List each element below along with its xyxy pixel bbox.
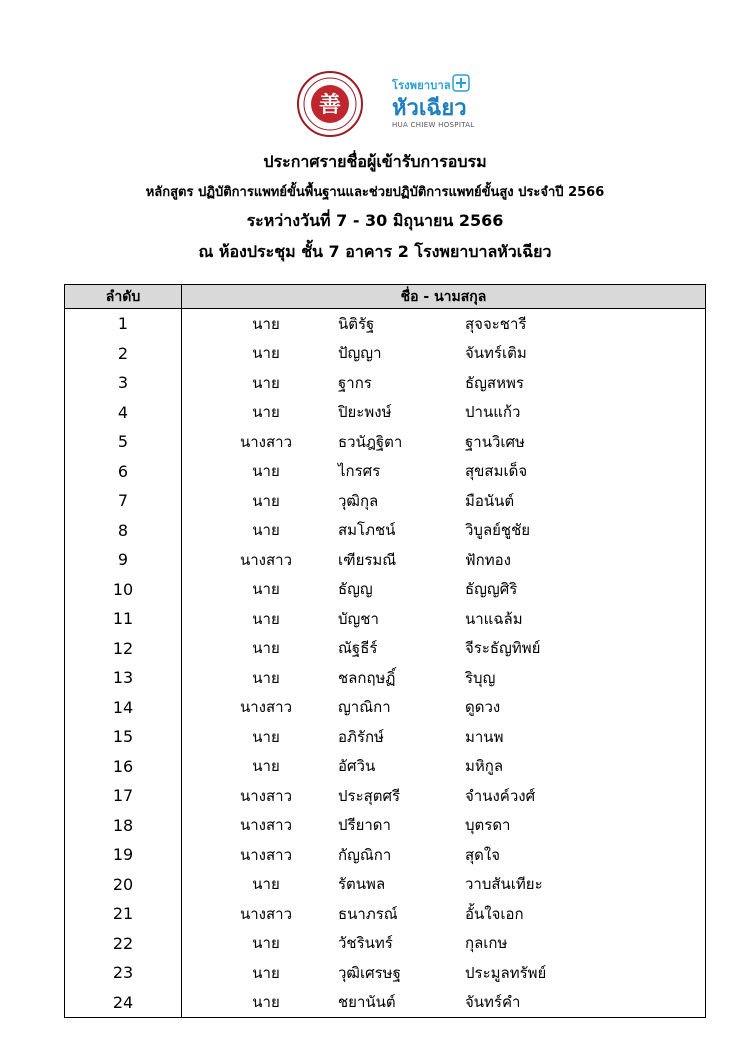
row-last-name: จำนงค์วงศ์ [465, 786, 536, 805]
row-name-cell [182, 811, 706, 841]
row-last-name: จีระธัญทิพย์ [465, 639, 541, 658]
row-last-name: มหิกูล [465, 757, 504, 776]
row-first-name: สมโภชน์ [338, 521, 396, 540]
row-number: 12 [65, 634, 182, 664]
row-title: นาย [252, 993, 280, 1012]
table-row [65, 781, 706, 811]
row-first-name: วุฒิเศรษฐ [338, 963, 401, 982]
row-first-name: บัญชา [338, 609, 379, 628]
row-first-name: ฐากร [338, 373, 372, 392]
row-title: นาย [252, 875, 280, 894]
row-number: 23 [65, 958, 182, 988]
row-last-name: บุตรดา [465, 816, 511, 835]
table-row [65, 870, 706, 900]
table-row [65, 545, 706, 575]
row-first-name: ธัญญ [338, 580, 373, 599]
row-name-cell [182, 368, 706, 398]
row-first-name: ธวนัฎฐิตา [338, 432, 403, 451]
hospital-logo-name: หัวเฉียว [392, 96, 467, 121]
row-last-name: ปานแก้ว [465, 403, 521, 422]
table-row [65, 368, 706, 398]
row-title: นาย [252, 403, 280, 422]
table-header-row [65, 285, 706, 309]
row-name-cell [182, 663, 706, 693]
row-first-name: รัตนพล [338, 875, 386, 894]
row-name-cell [182, 486, 706, 516]
row-first-name: ปิยะพงษ์ [338, 403, 392, 422]
row-name-cell [182, 604, 706, 634]
row-last-name: อั้นใจเอก [465, 904, 524, 923]
row-title: นาย [252, 314, 280, 333]
row-first-name: ณัฐธีร์ [338, 639, 378, 658]
row-name-cell [182, 575, 706, 605]
row-name-cell [182, 781, 706, 811]
row-title: นางสาว [239, 432, 292, 451]
table-row [65, 693, 706, 723]
row-last-name: ดูดวง [465, 698, 501, 717]
table-row [65, 486, 706, 516]
row-number: 1 [65, 309, 182, 339]
table-row [65, 634, 706, 664]
row-first-name: อัศวิน [338, 757, 376, 776]
row-first-name: ชลกฤษฏิ์ [338, 668, 396, 687]
row-number: 21 [65, 899, 182, 929]
row-number: 5 [65, 427, 182, 457]
row-last-name: วิบูลย์ชูชัย [465, 521, 531, 540]
row-title: นาย [252, 521, 280, 540]
row-title: นาย [252, 491, 280, 510]
row-last-name: ธัญญศิริ [465, 580, 518, 599]
row-title: นาย [252, 934, 280, 953]
logo-area [0, 70, 750, 140]
row-name-cell [182, 339, 706, 369]
row-name-cell [182, 722, 706, 752]
row-title: นาย [252, 462, 280, 481]
row-last-name: สุขสมเด็จ [465, 462, 528, 481]
table-row [65, 309, 706, 339]
hospital-logo [388, 74, 498, 134]
row-number: 4 [65, 398, 182, 428]
table-row [65, 427, 706, 457]
row-title: นาย [252, 373, 280, 392]
column-header-no: ลำดับ [65, 285, 182, 309]
row-name-cell [182, 398, 706, 428]
foundation-seal-logo [296, 70, 364, 138]
table-row [65, 339, 706, 369]
row-last-name: ธัญสหพร [465, 373, 524, 392]
row-first-name: ญาณิกา [338, 698, 391, 717]
row-name-cell [182, 457, 706, 487]
row-last-name: นาแฉล้ม [465, 609, 523, 628]
row-last-name: มานพ [465, 727, 504, 746]
row-name-cell [182, 988, 706, 1018]
date-range: ระหว่างวันที่ 7 - 30 มิถุนายน 2566 [246, 211, 504, 230]
hospital-logo-en: HUA CHIEW HOSPITAL [392, 121, 475, 129]
announcement-title: ประกาศรายชื่อผู้เข้ารับการอบรม [263, 152, 487, 171]
table-row [65, 722, 706, 752]
participant-table [64, 284, 706, 1018]
row-first-name: วัชรินทร์ [338, 934, 393, 953]
row-number: 8 [65, 516, 182, 546]
row-name-cell [182, 752, 706, 782]
row-first-name: ชยานันต์ [338, 993, 396, 1012]
row-title: นาย [252, 609, 280, 628]
row-name-cell [182, 545, 706, 575]
row-title: นาย [252, 963, 280, 982]
row-last-name: ฟักทอง [465, 550, 511, 569]
row-number: 15 [65, 722, 182, 752]
row-number: 22 [65, 929, 182, 959]
row-name-cell [182, 634, 706, 664]
table-row [65, 840, 706, 870]
row-number: 20 [65, 870, 182, 900]
row-number: 3 [65, 368, 182, 398]
row-name-cell [182, 693, 706, 723]
row-title: นาย [252, 639, 280, 658]
row-title: นางสาว [239, 845, 292, 864]
row-last-name: จันทร์เติม [465, 344, 527, 363]
row-number: 16 [65, 752, 182, 782]
row-last-name: ฐานวิเศษ [465, 432, 525, 451]
venue: ณ ห้องประชุม ชั้น 7 อาคาร 2 โรงพยาบาลหัวเฉียว [198, 242, 552, 261]
row-first-name: อภิรักษ์ [338, 727, 384, 746]
row-first-name: วุฒิกุล [338, 491, 379, 510]
row-last-name: ประมูลทรัพย์ [465, 963, 547, 982]
row-name-cell [182, 958, 706, 988]
row-number: 2 [65, 339, 182, 369]
row-last-name: กุลเกษ [465, 934, 508, 953]
row-last-name: สุดใจ [465, 845, 501, 864]
row-number: 19 [65, 840, 182, 870]
course-title: หลักสูตร ปฏิบัติการแพทย์ขั้นพื้นฐานและช่วยปฏิบัติการแพทย์ขั้นสูง ประจำปี 2566 [145, 185, 605, 200]
row-name-cell [182, 516, 706, 546]
row-number: 9 [65, 545, 182, 575]
row-title: นางสาว [239, 904, 292, 923]
row-first-name: เฑียรมณี [338, 550, 397, 569]
table-row [65, 811, 706, 841]
row-first-name: ปัญญา [338, 344, 382, 363]
row-number: 24 [65, 988, 182, 1018]
row-number: 10 [65, 575, 182, 605]
row-number: 7 [65, 486, 182, 516]
row-title: นางสาว [239, 550, 292, 569]
row-first-name: นิติรัฐ [338, 314, 375, 333]
row-first-name: ปรียาดา [338, 816, 391, 835]
row-title: นาย [252, 344, 280, 363]
column-header-name: ชื่อ - นามสกุล [182, 285, 706, 309]
table-row [65, 516, 706, 546]
seal-glyph: 善 [318, 93, 342, 118]
row-name-cell [182, 929, 706, 959]
row-name-cell [182, 870, 706, 900]
row-first-name: ประสุตศรี [338, 786, 401, 805]
table-row [65, 398, 706, 428]
row-title: นาย [252, 580, 280, 599]
row-last-name: วาบสันเทียะ [465, 875, 543, 894]
row-title: นาย [252, 757, 280, 776]
row-title: นาย [252, 727, 280, 746]
table-row [65, 457, 706, 487]
table-row [65, 899, 706, 929]
row-title: นางสาว [239, 816, 292, 835]
hospital-logo-top: โรงพยาบาล [392, 79, 451, 92]
row-number: 13 [65, 663, 182, 693]
row-number: 18 [65, 811, 182, 841]
row-number: 17 [65, 781, 182, 811]
row-number: 11 [65, 604, 182, 634]
row-number: 6 [65, 457, 182, 487]
row-name-cell [182, 840, 706, 870]
row-first-name: ไกรศร [338, 462, 381, 481]
table-row [65, 604, 706, 634]
row-title: นางสาว [239, 786, 292, 805]
row-last-name: มือนันต์ [465, 491, 515, 510]
row-first-name: ธนาภรณ์ [338, 904, 398, 923]
table-row [65, 663, 706, 693]
table-row [65, 575, 706, 605]
row-name-cell [182, 427, 706, 457]
row-name-cell [182, 899, 706, 929]
row-title: นาย [252, 668, 280, 687]
row-title: นางสาว [239, 698, 292, 717]
table-row [65, 929, 706, 959]
row-last-name: จันทร์คำ [465, 993, 521, 1012]
row-last-name: ริบุญ [465, 668, 496, 687]
table-row [65, 958, 706, 988]
table-row [65, 752, 706, 782]
row-first-name: กัญณิกา [338, 845, 392, 864]
row-number: 14 [65, 693, 182, 723]
table-row [65, 988, 706, 1018]
row-name-cell [182, 309, 706, 339]
row-last-name: สุจจะชารี [465, 314, 527, 333]
